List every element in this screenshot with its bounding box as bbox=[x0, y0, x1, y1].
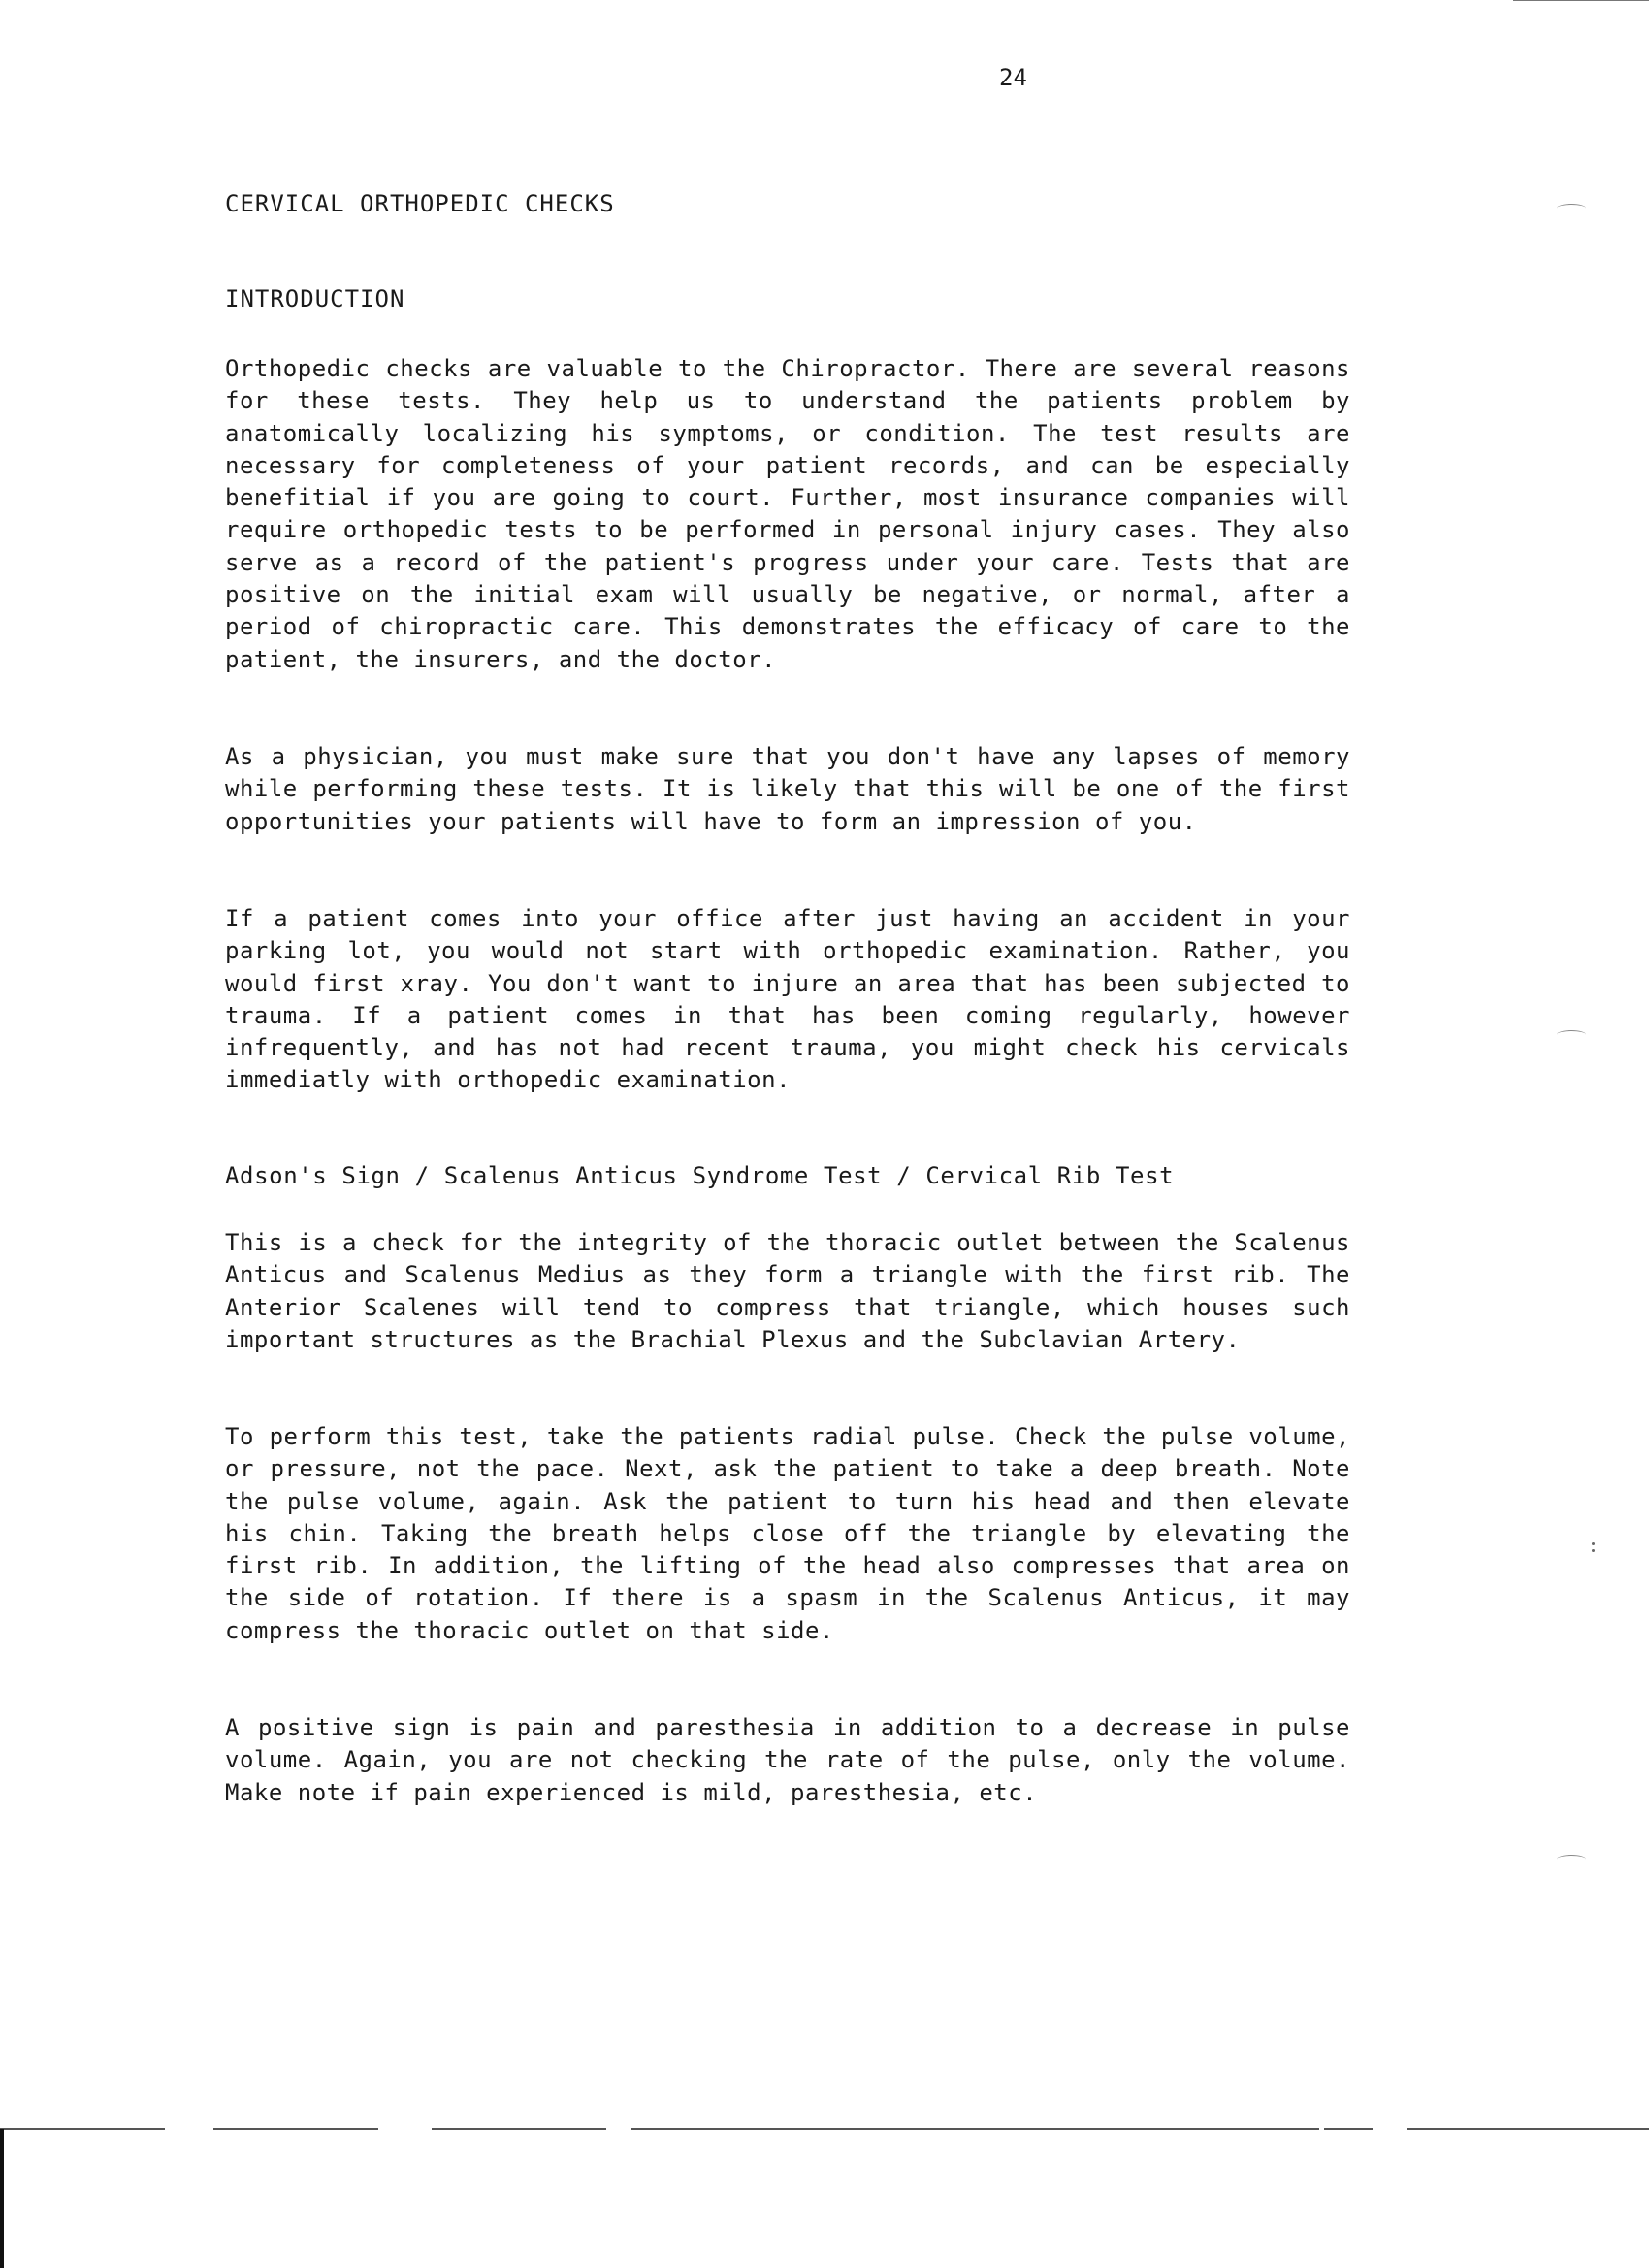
scan-margin-mark bbox=[1557, 1030, 1586, 1039]
bottom-scan-rule bbox=[1406, 2128, 1649, 2130]
bottom-scan-rule bbox=[432, 2128, 606, 2130]
scan-edge-line bbox=[1513, 0, 1649, 1]
adson-paragraph-1: This is a check for the integrity of the thoracic outlet between the Scalenus Anticus and Scalenus Medius as they form a triangle with the first rib. The Anterior Scalenes will tend to compress that triangle, which houses such important structures as the Brachial Plexus and the Subclavian Artery. bbox=[225, 1229, 1350, 1353]
scan-speck bbox=[1592, 1549, 1595, 1552]
adson-paragraph-3: A positive sign is pain and paresthesia in addition to a decrease in pulse volume. Again, you are not checking the rate of the pulse, only the volume. Make note if pain experienced is mild, paresthesia, etc. bbox=[225, 1714, 1350, 1806]
introduction-paragraph-2: As a physician, you must make sure that you don't have any lapses of memory while performing these tests. It is likely that this will be one of the first opportunities your patients will have to form an impression of you. bbox=[225, 743, 1350, 835]
bottom-scan-rule bbox=[213, 2128, 378, 2130]
introduction-heading: INTRODUCTION bbox=[225, 285, 405, 312]
adson-heading: Adson's Sign / Scalenus Anticus Syndrome Test / Cervical Rib Test bbox=[225, 1162, 1175, 1189]
adson-paragraph-2: To perform this test, take the patients radial pulse. Check the pulse volume, or pressure, not the pace. Next, ask the patient to take a deep breath. Note the pulse volume, again. Ask the patient to turn his head and then elevate his chin. Taking the breath helps close off the triangle by elevating the first rib. In addition, the lifting of the head also compresses that area on the side of rotation. If there is a spasm in the Scalenus Anticus, it may compress the thoracic outlet on that side. bbox=[225, 1423, 1350, 1644]
scan-edge-bar bbox=[0, 2129, 4, 2268]
page-number: 24 bbox=[999, 64, 1027, 91]
scan-margin-mark bbox=[1557, 1855, 1586, 1863]
introduction-paragraph-3: If a patient comes into your office after just having an accident in your parking lot, you would not start with orthopedic examination. Rather, you would first xray. You don't want to injure an area that has been subjected to trauma. If a patient comes in that has been coming regularly, however infrequently, and has not had recent trauma, you might check his cervicals immediatly with orthopedic examination. bbox=[225, 905, 1350, 1094]
introduction-paragraph-1: Orthopedic checks are valuable to the Chiropractor. There are several reasons for these tests. They help us to understand the patients problem by anatomically localizing his symptoms, or condition. The test results are necessary for completeness of your patient records, and can be especially benefitial if you are going to court. Further, most insurance companies will require orthopedic tests to be performed in personal injury cases. They also serve as a record of the patient's progress under your care. Tests that are positive on the initial exam will usually be negative, or normal, after a period of chiropractic care. This demonstrates the efficacy of care to the patient, the insurers, and the doctor. bbox=[225, 355, 1350, 673]
section-title: CERVICAL ORTHOPEDIC CHECKS bbox=[225, 190, 615, 217]
scan-speck bbox=[1592, 1542, 1595, 1545]
bottom-scan-rule bbox=[1324, 2128, 1373, 2130]
scan-margin-mark bbox=[1557, 204, 1586, 212]
bottom-scan-rule bbox=[0, 2128, 165, 2130]
bottom-scan-rule bbox=[630, 2128, 1319, 2130]
